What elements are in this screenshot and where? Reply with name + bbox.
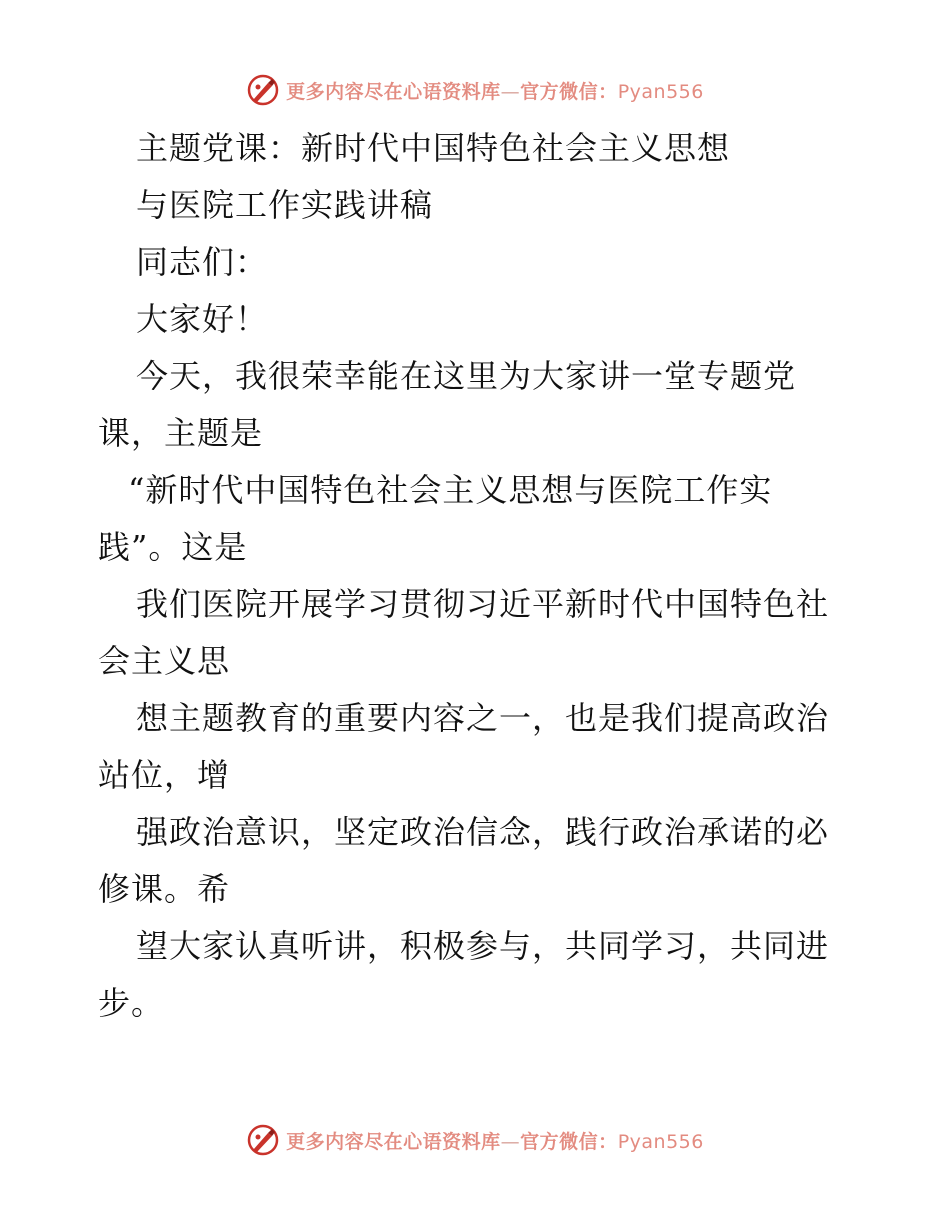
- footer-watermark: [0, 1120, 950, 1160]
- salutation: 同志们：: [136, 243, 269, 281]
- pen-logo-icon: [246, 73, 280, 107]
- paragraph-line: 我们医院开展学习贯彻习近平新时代中国特色社: [136, 585, 830, 623]
- header-watermark: [0, 70, 950, 110]
- paragraph-line: 今天，我很荣幸能在这里为大家讲一堂专题党: [136, 357, 797, 395]
- watermark-text: 更多内容尽在心语资料库—官方微信：Pyan556: [286, 80, 704, 103]
- paragraph-line: 践”。这是: [98, 528, 248, 566]
- paragraph-line: 站位，增: [98, 756, 231, 794]
- greeting: 大家好！: [136, 300, 269, 338]
- paragraph-line: 会主义思: [98, 642, 231, 680]
- title-line-1: 主题党课：新时代中国特色社会主义思想: [136, 129, 731, 167]
- watermark-text: 更多内容尽在心语资料库—官方微信：Pyan556: [286, 1130, 704, 1153]
- pen-logo-icon: [246, 1123, 280, 1157]
- paragraph-line: 修课。希: [98, 870, 231, 908]
- paragraph-line: “新时代中国特色社会主义思想与医院工作实: [128, 471, 773, 509]
- paragraph-line: 望大家认真听讲，积极参与，共同学习，共同进: [136, 927, 830, 965]
- document-body: [98, 120, 858, 1032]
- paragraph-line: 强政治意识，坚定政治信念，践行政治承诺的必: [136, 813, 830, 851]
- paragraph-line: 课，主题是: [98, 414, 264, 452]
- paragraph-line: 步。: [98, 984, 165, 1022]
- paragraph-line: 想主题教育的重要内容之一，也是我们提高政治: [136, 699, 830, 737]
- title-line-2: 与医院工作实践讲稿: [136, 186, 434, 224]
